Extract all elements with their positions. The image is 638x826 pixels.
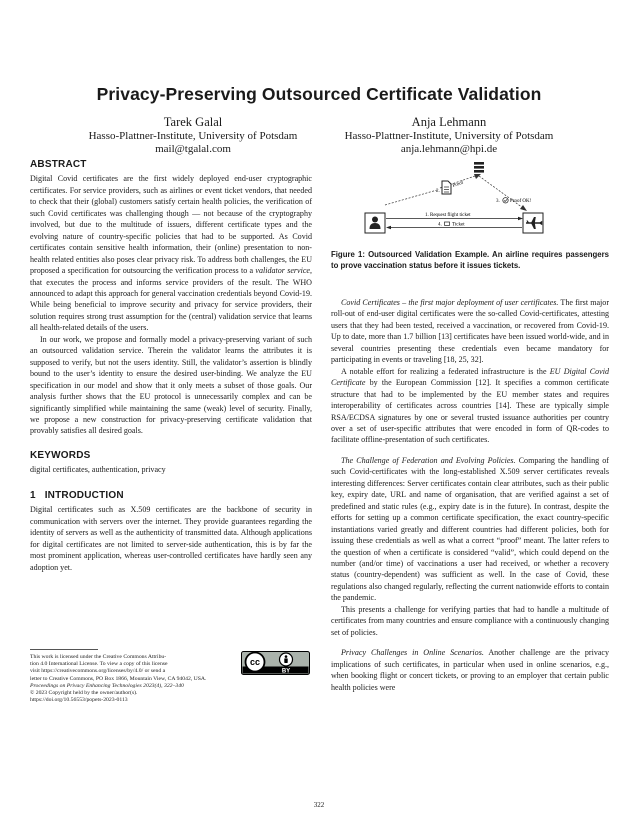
- author-name: Tarek Galal: [163, 115, 223, 129]
- abstract-paragraph: In our work, we propose and formally model a privacy-preserving variant of such an outsourced validation service. Therein the validator learns the attributes it is supposed to verify, but not the users identity. Still, the validator’s assertion is blindly bound to the user’s identity to ensure the desired user-binding. We analyze the EU specification in our model and show that it only meets a subset of those goals. Our analysis further shows that the EU protocol is unnecessarily complex and can be significantly simplified while maintaining the same (weak) level of security. Finally, we propose a new construction for privacy-preserving certificate validation that provably satisfies all desired goals.: [30, 334, 312, 436]
- ticket-icon: [445, 222, 450, 225]
- left-column: [30, 159, 312, 573]
- body-paragraph: [331, 297, 609, 366]
- ticket-step-label: 4.: [438, 222, 442, 228]
- document-icon: [442, 181, 451, 194]
- proof-ok-step-label: 3.: [496, 199, 500, 204]
- license-line: tion 4.0 International License. To view a copy of this license: [30, 661, 168, 668]
- author-block-1: [73, 115, 313, 156]
- author-affiliation: Hasso-Plattner-Institute, University of Potsdam: [88, 130, 298, 142]
- paragraph-lead: Privacy Challenges in Online Scenarios.: [341, 648, 484, 658]
- abstract-paragraph: [30, 173, 312, 333]
- proof-arrow: [385, 190, 437, 205]
- proof-label: Proof: [452, 180, 465, 189]
- author-affiliation: Hasso-Plattner-Institute, University of Potsdam: [344, 130, 554, 142]
- cc-label: cc: [249, 657, 261, 668]
- license-notice: [30, 654, 240, 704]
- abstract-text: , that executes the process and informs service providers of the result. The WHO announced to adapt this approach for general vaccination credentials beyond Covid-19. While being beneficial to improve security and privacy for service providers, their solution requires strong trust assumption for the (central) validation service that learns all health-related details of the users.: [30, 266, 312, 333]
- body-paragraph: This presents a challenge for verifying parties that had to handle a multitude of certificates from many countries and ensure compliance with a continuously changing set of policies.: [331, 604, 609, 637]
- paragraph-italic-term: EU Digital Covid Certificate: [331, 366, 609, 388]
- body-paragraph: [331, 455, 609, 604]
- right-column: [331, 297, 609, 693]
- paragraph-lead: Covid Certificates – the first major deployment of user certificates.: [341, 298, 559, 307]
- body-paragraph: [331, 366, 609, 446]
- server-icon: [474, 162, 484, 173]
- introduction-heading: 1 INTRODUCTION: [30, 489, 124, 501]
- abstract-heading: ABSTRACT: [30, 159, 87, 170]
- ticket-label: Ticket: [452, 222, 465, 228]
- license-line: letter to Creative Commons, PO Box 1866, Mountain View, CA 94042, USA.: [30, 675, 207, 682]
- paper-title: Privacy-Preserving Outsourced Certificate Validation: [96, 84, 542, 104]
- proof-step-label: 2.: [436, 189, 440, 194]
- proof-ok-label: Proof OK!: [510, 199, 532, 204]
- paragraph-text: A notable effort for realizing a federated infrastructure is the: [341, 366, 550, 376]
- keywords-heading: KEYWORDS: [30, 449, 91, 461]
- license-line: visit https://creativecommons.org/licenses/by/4.0/ or send a: [30, 668, 166, 675]
- body-paragraph: [331, 647, 609, 693]
- abstract-italic-term: validator service: [255, 266, 310, 276]
- by-label: BY: [281, 668, 291, 675]
- license-line: This work is licensed under the Creative Commons Attribu-: [30, 654, 167, 660]
- copyright-line: © 2023 Copyright held by the owner/author(s).: [30, 690, 138, 697]
- abstract-text: Digital Covid certificates are the first widely deployed end-user cryptographic certificates. For service providers, such as airlines or event ticket vendors, that needed to check that their (global) customers satisfy certain health policies, the verification of such Covid certificates was challenging though — not because of the cryptography involved, but due to the multitude of issuers, different certificate types and the evolving nature of country-specific policies that had to be supported. As Covid certificates contain sensitive health information, their (online) presentation to non-health related entities also poses clear privacy risk. To address both challenges, the EU proposed a specification for outsourcing the verification process to a: [30, 174, 312, 276]
- request-label: 1. Request flight ticket: [425, 213, 471, 218]
- paragraph-text: by the European Commission [12]. It specifies a common certificate structure that had to be implemented by the EU member states and requires interoperability of certificates across countries [14]. These are typically simple RSA/ECDSA signatures by one or several trusted issuance authorities per country over a set of user-specific attributes that were encoded in form of QR-codes to facilitate offline-presentation of such certificates.: [331, 378, 609, 445]
- author-name: Anja Lehmann: [411, 115, 487, 129]
- paragraph-text: Another challenge are the privacy implications of such certificates, in particular when used in online scenarios, e.g., when booking flight or concert tickets, or proving to an employer that certain public health policies were: [331, 648, 610, 692]
- footnote-rule: [30, 649, 98, 650]
- cc-by-license-badge[interactable]: [241, 651, 310, 675]
- paragraph-text: Comparing the handling of such Covid-certificates with the long-established X.509 server certificates reveals interesting differences: Server certificates contain clear attributes, such as their public key, expiry date, URL and name of organisation, that are verified against a set of predefined and static rules (e.g., expiry date is in the future). In contrast, despite the efforts for setting up a common certificate specification, the exact country-specific instantiations varied greatly and different countries had different policies, both for issuing these credentials as well as what a correct “proof” meant. The latter refers to the question of when a certificate is considered “valid”, which could depend on the number (and/or time) of vaccinations a user had received, or whether a recovery status (country-dependent) was sufficient as well. In the case of Covid, these regulations also changed regularly, reflecting the current nationwide efforts to contain the pandemic.: [331, 455, 609, 603]
- proceedings-line: Proceedings on Privacy Enhancing Technologies 2023(4), 322–340: [30, 682, 184, 689]
- paragraph-text: The first major roll-out of end-user digital certificates were the so-called Covid-certificates, attesting users that they had been tested, received a vaccination, or recovered from Covid-19. Up to date, more than 1.7 billion [13] certificates have been issued world-wide, and in several countries presenting these credentials even became mandatory for participating in events or traveling [18, 25, 32].: [331, 298, 609, 365]
- keywords-text: digital certificates, authentication, privacy: [30, 465, 166, 475]
- paragraph-lead: The Challenge of Federation and Evolving Policies.: [341, 455, 516, 465]
- figure-caption: Figure 1: Outsourced Validation Example. An airline requires passengers to prove vaccination status before it issues tickets.: [331, 250, 609, 270]
- author-email: mail@tgalal.com: [155, 143, 231, 156]
- doi-link[interactable]: https://doi.org/10.56553/popets-2023-0113: [30, 697, 128, 704]
- author-block-2: [329, 115, 569, 156]
- checkmark-circle-icon: [503, 198, 508, 203]
- figure-1-diagram: [355, 160, 567, 240]
- introduction-paragraph: Digital certificates such as X.509 certificates are the backbone of security in communication with servers over the internet. They provide guarantees regarding the identity of servers as well as the authenticity of transmitted data. Although applications for digital certificates are not limited to server-side authentication, this is by far the most prominent application, whereas user-controlled certificates have hardly seen any adoption yet.: [30, 505, 312, 572]
- author-email: anja.lehmann@hpi.de: [400, 143, 498, 156]
- page-number: 322: [313, 801, 325, 809]
